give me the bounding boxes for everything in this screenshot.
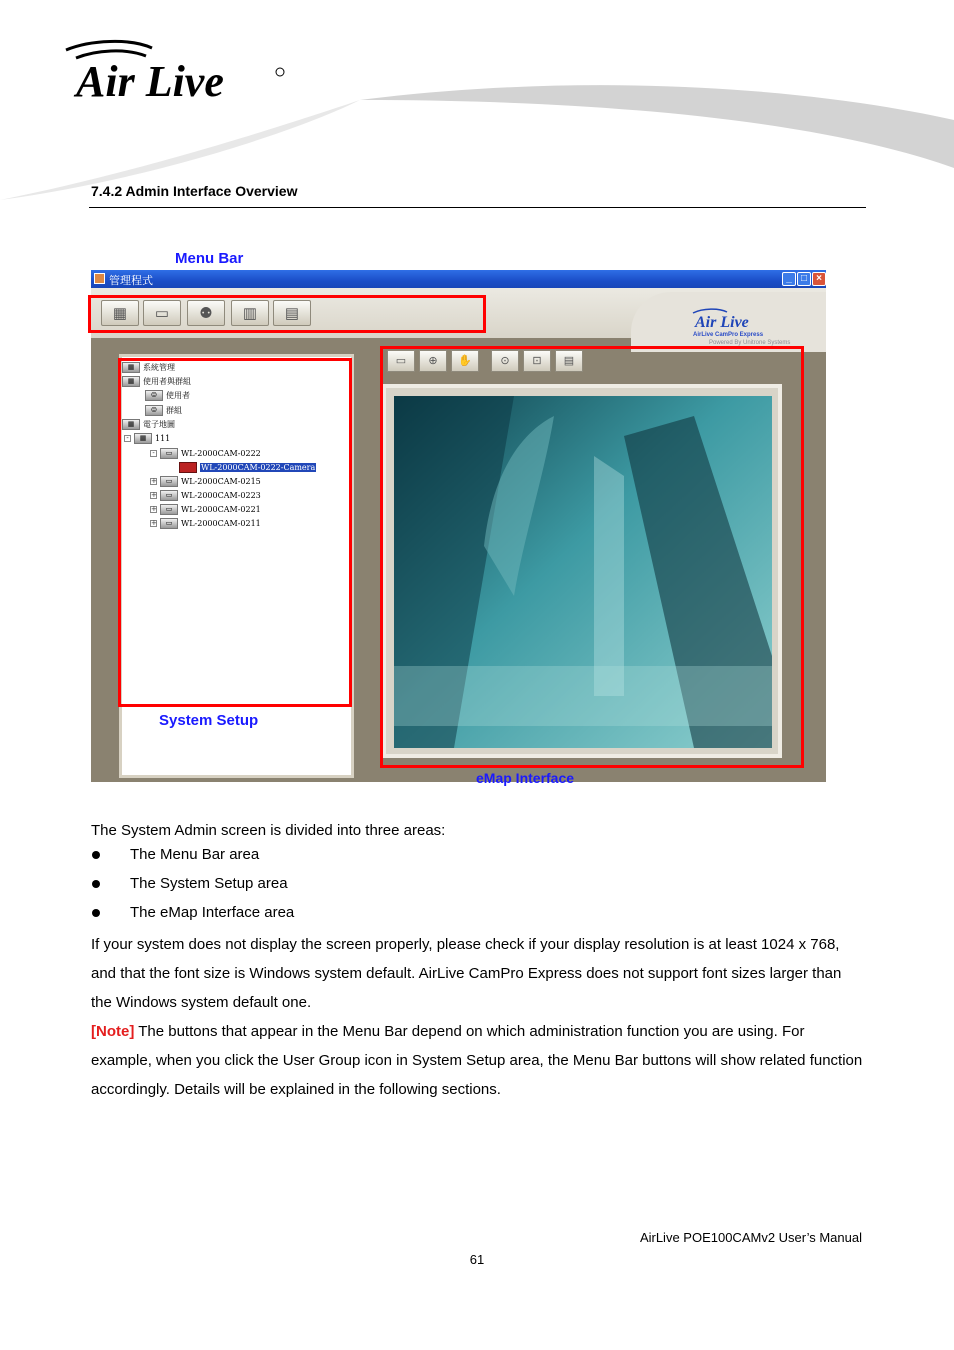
tree-label: 111 [155, 434, 171, 443]
airlive-logo [60, 36, 290, 106]
tree-label: 使用者與群組 [143, 377, 191, 386]
emap-interface-caption: eMap Interface [476, 770, 575, 786]
tree-label: 電子地圖 [143, 420, 175, 429]
bullet-item [91, 875, 288, 892]
expand-icon[interactable]: + [151, 491, 157, 499]
menu-bar-caption: Menu Bar [175, 250, 244, 267]
bullet-icon [92, 909, 100, 917]
group-icon[interactable]: ⚉ [187, 300, 225, 326]
page-number: 61 [469, 1252, 485, 1267]
brand-logo [689, 308, 789, 330]
svg-text:Air Live: Air Live [76, 57, 224, 106]
expand-icon[interactable]: + [151, 477, 157, 485]
description-paragraph: If your system does not display the screen properly, please check if your display resolution is at least 1024 x 768, and that the font size is Windows system default. AirLive CamPro Express does not support font sizes larger than the Windows system default one. [91, 936, 842, 1011]
camera-icon: ▭ [160, 504, 178, 515]
note-label: [Note] [91, 1023, 135, 1040]
bullet-text: The Menu Bar area [130, 846, 260, 863]
tree-label: WL-2000CAM-0211 [181, 519, 261, 528]
brand-powered-by: Powered By Unitrone Systems [709, 340, 791, 346]
hand-icon[interactable]: ✋ [451, 350, 479, 372]
tree-label: 系統管理 [143, 363, 175, 372]
user-icon: ☺ [145, 390, 163, 401]
user-icon[interactable]: ▥ [231, 300, 269, 326]
section-divider [89, 207, 866, 208]
window-titlebar [91, 270, 826, 288]
bullet-item [91, 846, 259, 863]
map-icon: ▦ [134, 433, 152, 444]
edit-icon[interactable]: ⊡ [523, 350, 551, 372]
zoom-icon[interactable]: ⊙ [491, 350, 519, 372]
save-icon[interactable]: ▤ [555, 350, 583, 372]
intro-paragraph: The System Admin screen is divided into three areas: [91, 822, 446, 839]
system-setup-caption: System Setup [159, 712, 259, 729]
section-title: 7.4.2 Admin Interface Overview [91, 183, 298, 199]
layout-icon[interactable]: ▦ [101, 300, 139, 326]
collapse-icon[interactable]: - [150, 450, 157, 457]
menu-bar-highlight [88, 295, 486, 333]
tree-label: WL-2000CAM-0215 [181, 477, 261, 486]
tree-label: WL-2000CAM-0222-Camera [201, 463, 316, 472]
tree-label: WL-2000CAM-0223 [181, 491, 261, 500]
camera-icon[interactable]: ▭ [143, 300, 181, 326]
expand-icon[interactable]: + [151, 519, 157, 527]
camera-icon: ▭ [160, 476, 178, 487]
bullet-item [91, 904, 294, 921]
tree-label: WL-2000CAM-0221 [181, 505, 261, 514]
minimize-icon[interactable]: _ [782, 272, 796, 286]
add-camera-icon[interactable]: ⊕ [419, 350, 447, 372]
map-icon: ▦ [122, 419, 140, 430]
note-text: The buttons that appear in the Menu Bar depend on which administration function you are using. For example, when you click the User Group icon in System Setup area, the Menu Bar buttons will show related function accordingly. Details will be explained in the following sections. [91, 1023, 863, 1098]
footer-manual-title: AirLive POE100CAMv2 User’s Manual [639, 1230, 862, 1245]
window-title: 管理程式 [109, 275, 153, 287]
bullet-icon [92, 851, 100, 859]
camera-icon: ▭ [160, 490, 178, 501]
camera-icon: ▭ [160, 448, 178, 459]
maximize-icon[interactable]: □ [797, 272, 811, 286]
brand-subtitle: AirLive CamPro Express [693, 332, 764, 338]
close-icon[interactable]: × [812, 272, 826, 286]
tree-label: WL-2000CAM-0222 [181, 449, 261, 458]
bullet-text: The System Setup area [130, 875, 288, 892]
emap-interface-highlight [380, 346, 804, 768]
users-icon: ▦ [122, 376, 140, 387]
app-icon [94, 273, 105, 284]
camera-icon: ▭ [160, 518, 178, 529]
settings-icon[interactable]: ▤ [273, 300, 311, 326]
system-setup-highlight [118, 358, 352, 707]
svg-text:Air Live: Air Live [695, 314, 749, 330]
system-icon: ▦ [122, 362, 140, 373]
bullet-text: The eMap Interface area [130, 904, 295, 921]
bullet-icon [92, 880, 100, 888]
expand-icon[interactable]: + [151, 505, 157, 513]
collapse-icon[interactable]: - [124, 435, 131, 442]
note-paragraph [91, 1017, 866, 1104]
tree-label: 使用者 [166, 391, 190, 400]
group-icon: ☺ [145, 405, 163, 416]
open-map-icon[interactable]: ▭ [387, 350, 415, 372]
tree-label: 群組 [166, 406, 182, 415]
